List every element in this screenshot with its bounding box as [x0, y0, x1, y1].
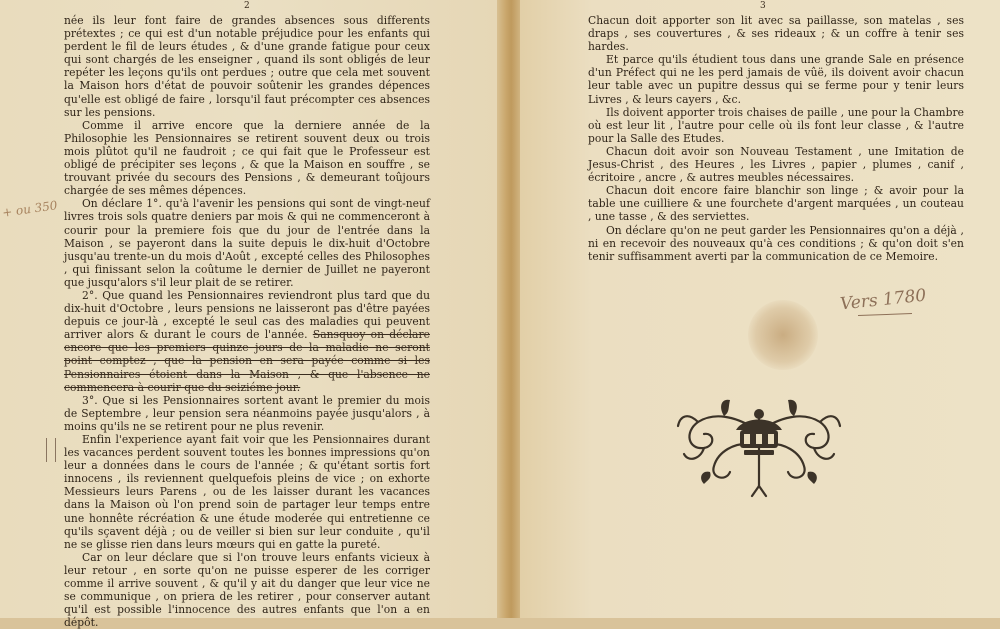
- paragraph: Chacun doit encore faire blanchir son linge ; & avoir pour la table une cuilliere & une fourchete d'argent marquées , un couteau , une tasse , & des serviettes.: [588, 184, 964, 224]
- paragraph: Ils doivent apporter trois chaises de paille , une pour la Chambre où est leur lit , l'autre pour celle où ils font leur classe , & l'autre pour la Salle des Etudes.: [588, 105, 964, 145]
- paragraph: [64, 14, 430, 119]
- paragraph-text: Enfin l'experience ayant fait voir que les Pensionnaires durant les vacances perdent souvent toutes les bonnes impressions qu'on leur a données dans le cours de l'année ; & qu'étant sortis fort innocens , ils reviennent quelquefois pleins de vice ; on exhorte Messieurs leurs Parens , ou de les laisser durant les vacances dans la Maison où l'on prend soin de partager leur temps entre une honnête récréation & une étude moderée qui entretienne ce qu'ils sçavent déjà ; ou de veiller si bien sur leur conduite , qu'il ne se glisse rien dans leurs mœurs qui en gatte la pureté.: [64, 433, 430, 551]
- paragraph-text: Car on leur déclare que si l'on trouve leurs enfants vicieux à leur retour , en sorte qu'on ne puisse esperer de les corriger comme il arrive souvent , & qu'il y ait du danger que leur vice ne se communique , on priera de les retirer , pour conserver autant qu'il est possible l'innocence des autres enfants que l'on a en dépôt.: [64, 550, 430, 629]
- page-number-right: 3: [760, 1, 766, 11]
- left-page-body: [64, 14, 430, 629]
- paragraph: [64, 433, 430, 551]
- paragraph-text: Comme il arrive encore que la derniere année de la Philosophie les Pensionnaires se retirent souvent deux ou trois mois plûtot qu'il ne faudroit ; ce qui fait que le Professeur est obligé de précipiter ses leçons , & que la Maison en souffre , se trouvant privée du secours des Pensions , & demeurant toûjours chargée de ses mêmes dépences.: [64, 118, 430, 198]
- paragraph: On déclare qu'on ne peut garder les Pensionnaires qu'on a déjà , ni en recevoir des nouveaux qu'à ces conditions ; & qu'on doit s'en tenir suffisamment averti par la communication de ce Memoire.: [588, 223, 964, 263]
- paragraph: [64, 289, 430, 394]
- fleuron-ornament-icon: [674, 386, 844, 498]
- paragraph-text: 2°. Que quand les Pensionnaires reviendront plus tard que du dix-huit d'Octobre , leurs pensions ne laisseront pas d'être payées depuis ce jour-là , excepté le seul cas des maladies qui peuvent arriver alors & durant le cours de l'année.: [64, 288, 430, 342]
- paragraph: [64, 119, 430, 198]
- handwritten-underline: [858, 313, 912, 316]
- handwritten-date: Vers 1780: [839, 285, 928, 315]
- paragraph-text: On déclare 1°. qu'à l'avenir les pensions qui sont de vingt-neuf livres trois sols quatre deniers par mois & qui ne commenceront à courir pour la premiere fois que du jour de l'entrée dans la Maison , se payeront dans la suite depuis le dix-huit d'Octobre jusqu'au trente-un du mois d'Août , excepté celles des Philosophes , qui finissant selon la coûtume le dernier de Juillet ne payeront que jusqu'alors s'il leur plait de se retirer.: [64, 197, 430, 289]
- struck-text: Sansquoy on déclare encore que les premiers quinze jours de la maladie ne seront point comptez , que la pension en sera payée comme si les Pensionnaires étoient dans la Maison , & que l'absence ne commencera à courir que du seiziéme jour.: [64, 328, 430, 394]
- paragraph: [64, 551, 430, 629]
- paragraph-text: 3°. Que si les Pensionnaires sortent avant le premier du mois de Septembre , leur pension sera néanmoins payée jusqu'alors , à moins qu'ils ne se retirent pour ne plus revenir.: [64, 393, 430, 433]
- page-number-left: 2: [244, 1, 250, 11]
- pencil-bracket-mark: [46, 438, 56, 462]
- paragraph: Et parce qu'ils étudient tous dans une grande Sale en présence d'un Préfect qui ne les perd jamais de vûë, ils doivent avoir chacun leur table avec un pupitre dessus qui se ferme pour y tenir leurs Livres , & leurs cayers , &c.: [588, 53, 964, 106]
- paragraph: Chacun doit apporter son lit avec sa paillasse, son matelas , ses draps , ses couvertures , & ses rideaux ; & un coffre à tenir ses hardes.: [588, 14, 964, 54]
- right-page: [520, 0, 1000, 618]
- paragraph: Chacun doit avoir son Nouveau Testament , une Imitation de Jesus-Christ , des Heures , les Livres , papier , plumes , canif , écritoire , ancre , & autres meubles nécessaires.: [588, 144, 964, 185]
- right-page-body: [588, 14, 964, 263]
- paragraph-text: née ils leur font faire de grandes absences sous differents prétextes ; ce qui est d'un notable préjudice pour les enfants qui perdent le fil de leurs études , & d'une grande fatigue pour ceux qui sont chargés de les enseigner , quand ils sont obligés de leur repéter les leçons qu'ils ont perdues ; outre que cela met souvent la Maison hors d'état de pouvoir soûtenir les grandes dépences qu'elle est obligé de faire , lorsqu'il faut précompter ces absences sur les pensions.: [64, 14, 430, 119]
- paragraph: [64, 394, 430, 433]
- paragraph: [64, 197, 430, 289]
- margin-annotation: + ou 350: [1, 198, 59, 220]
- paper-stain: [748, 300, 818, 370]
